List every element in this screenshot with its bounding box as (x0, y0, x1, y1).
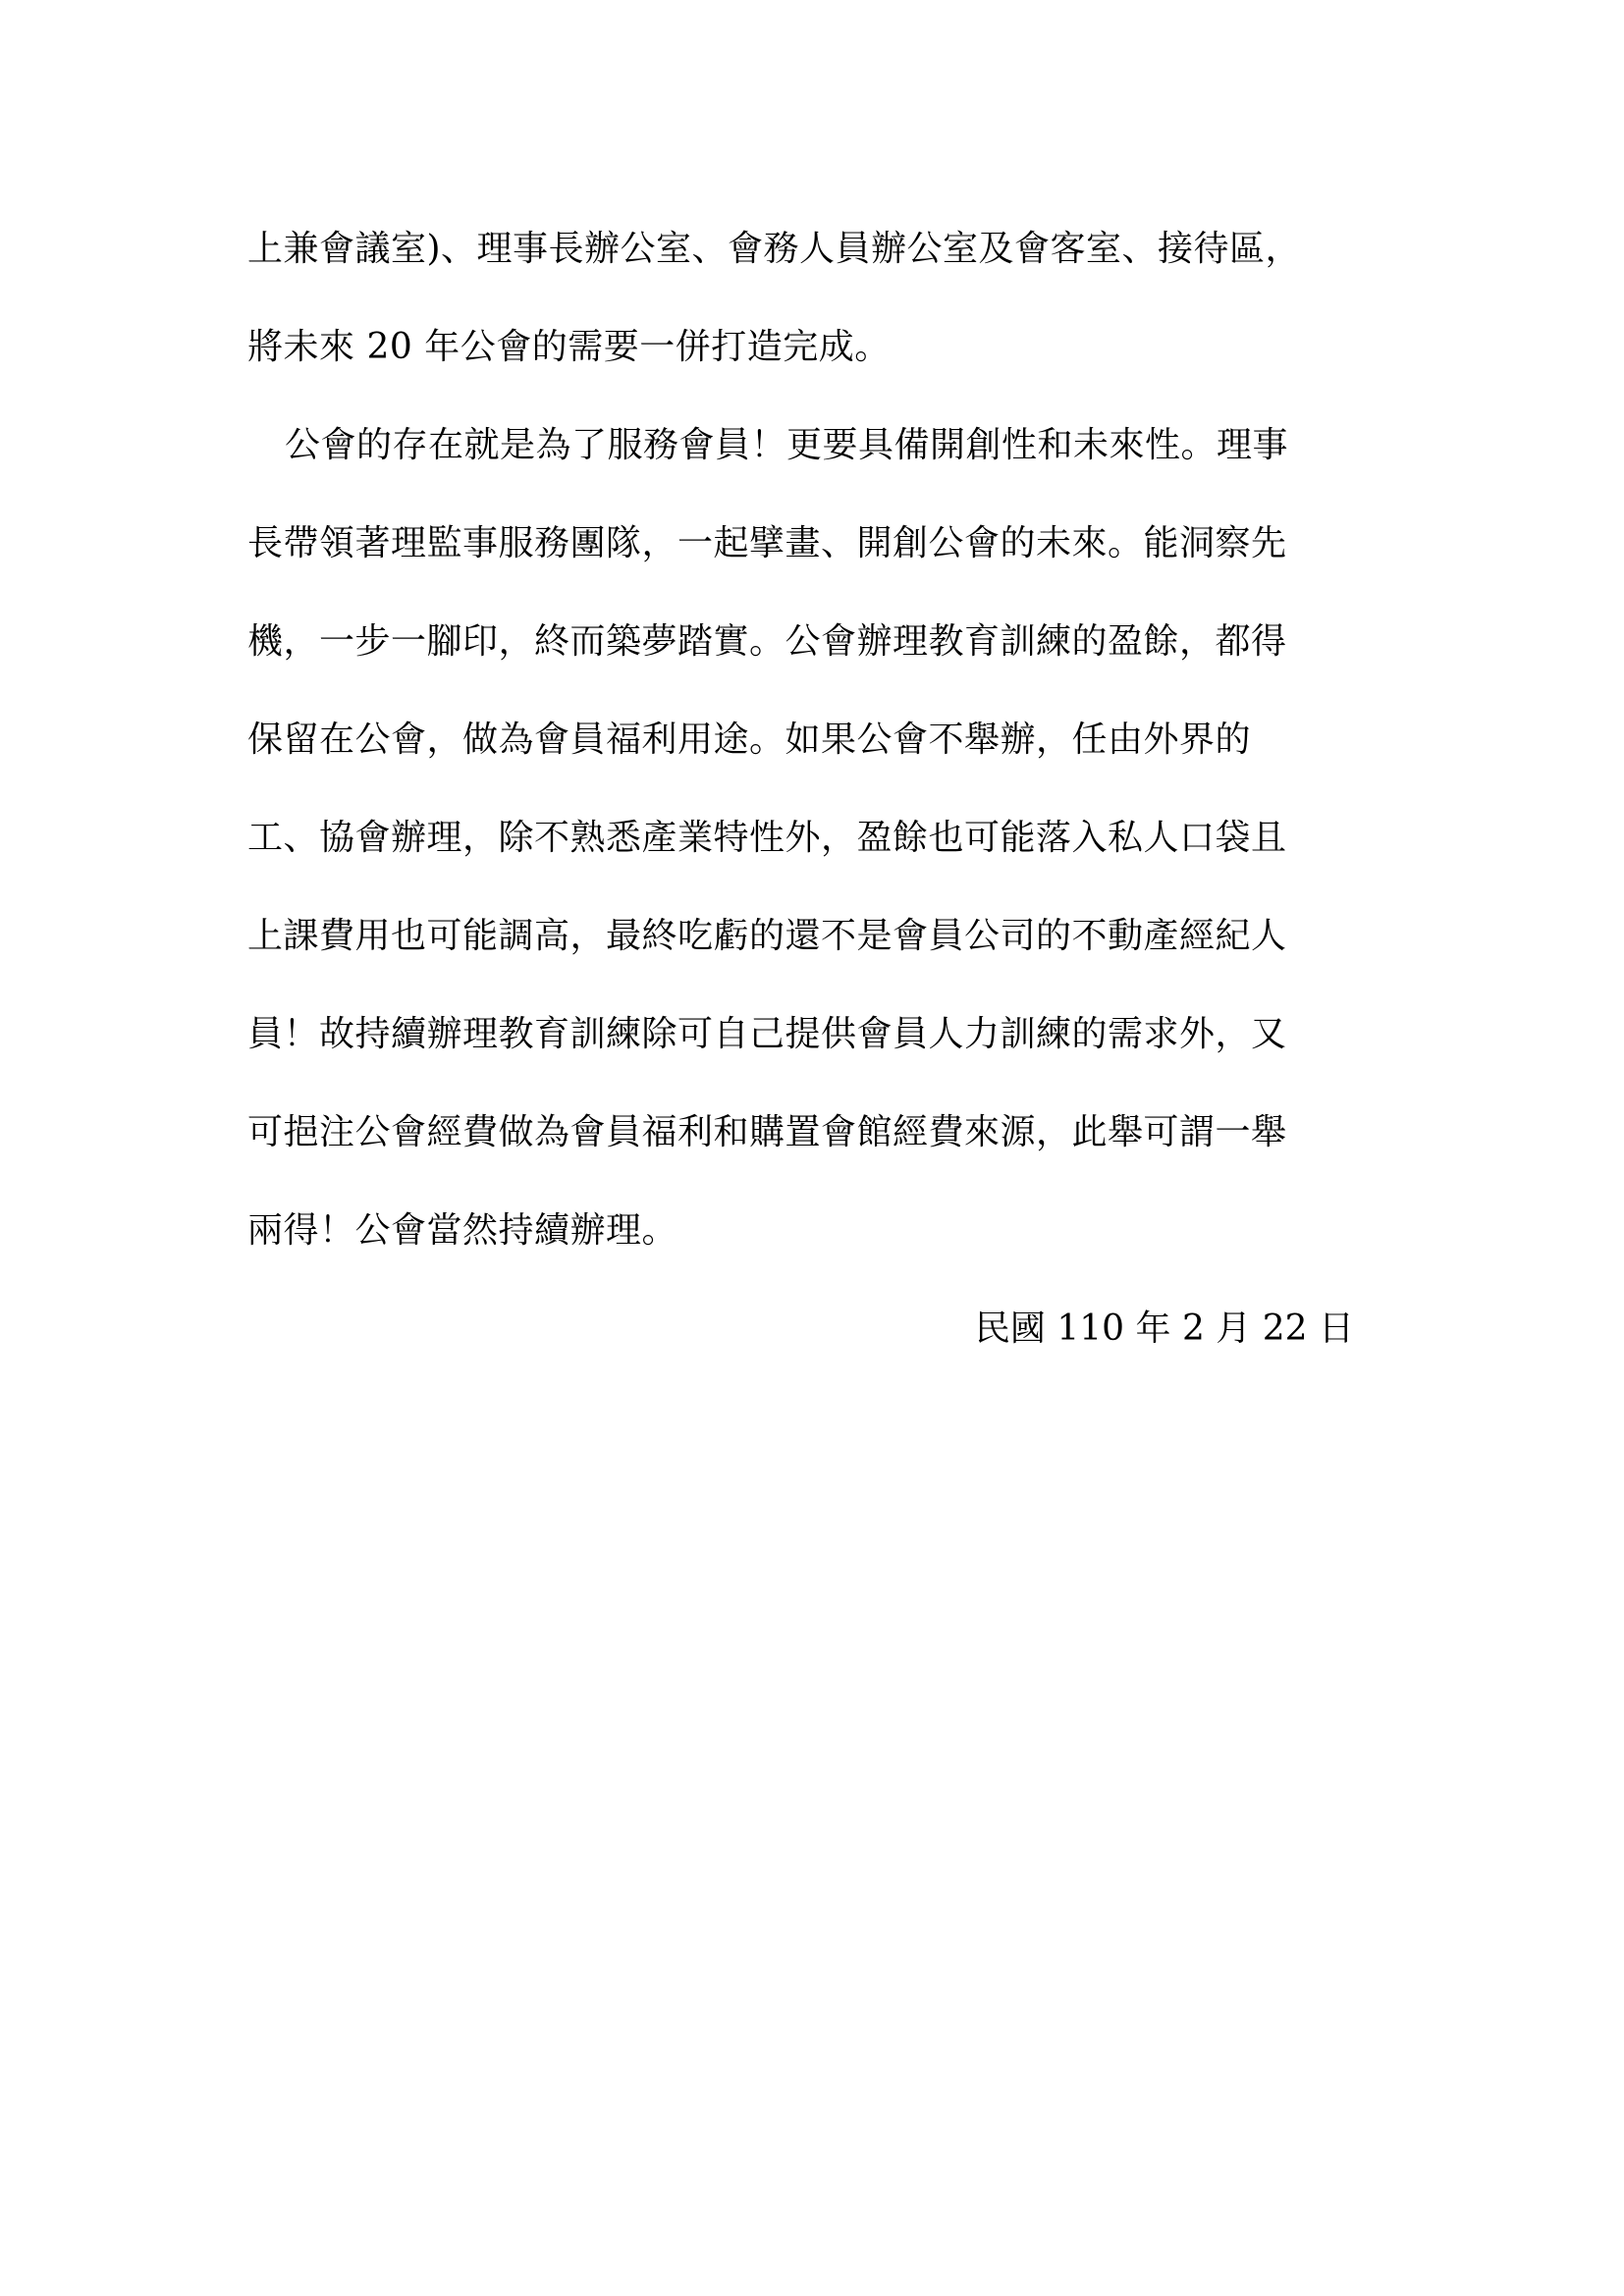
text-line: 將未來 20 年公會的需要一併打造完成。 (247, 327, 891, 367)
document-date: 民國 110 年 2 月 22 日 (974, 1308, 1354, 1349)
text-line: 保留在公會，做為會員福利用途。如果公會不舉辦，任由外界的 (247, 720, 1252, 760)
text-line: 長帶領著理監事服務團隊，一起擘畫、開創公會的未來。能洞察先 (247, 523, 1287, 563)
text-line: 上兼會議室)、理事長辦公室、會務人員辦公室及會客室、接待區， (247, 229, 1302, 269)
text-line: 兩得！公會當然持續辦理。 (247, 1210, 678, 1251)
text-line: 上課費用也可能調高，最終吃虧的還不是會員公司的不動產經紀人 (247, 916, 1287, 956)
text-line: 工、協會辦理，除不熟悉產業特性外，盈餘也可能落入私人口袋且 (247, 818, 1287, 858)
text-line: 機，一步一腳印，終而築夢踏實。公會辦理教育訓練的盈餘，都得 (247, 621, 1287, 662)
text-line: 員！故持續辦理教育訓練除可自己提供會員人力訓練的需求外，又 (247, 1014, 1287, 1054)
text-line: 公會的存在就是為了服務會員！更要具備開創性和未來性。理事 (285, 425, 1289, 465)
text-line: 可挹注公會經費做為會員福利和購置會館經費來源，此舉可謂一舉 (247, 1112, 1287, 1152)
